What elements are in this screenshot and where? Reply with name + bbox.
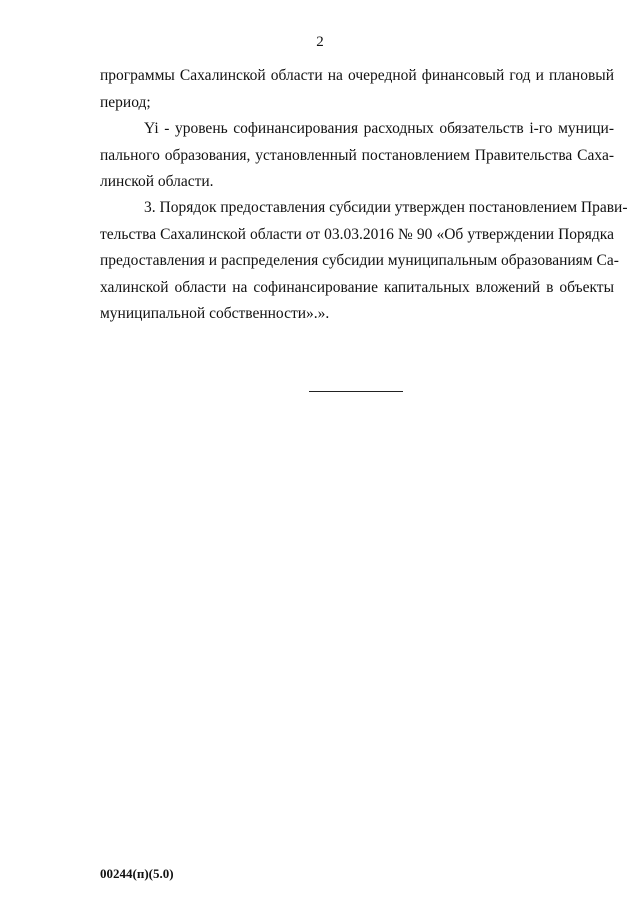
- paragraph-line: муниципальной собственности».».: [100, 305, 330, 322]
- paragraph-line: халинской области на софинансирование капитальных вложений в объекты: [100, 278, 614, 296]
- paragraph-cofinancing-level: [100, 116, 614, 196]
- paragraph-subsidy-procedure: [100, 195, 628, 328]
- paragraph-line: Yi - уровень софинансирования расходных обязательств i-го муници-: [144, 120, 614, 137]
- paragraph-line: предоставления и распределения субсидии муниципальным образованиям Са-: [100, 252, 619, 269]
- document-footer-code: 00244(п)(5.0): [100, 866, 174, 881]
- paragraph-line: линской области.: [100, 173, 214, 190]
- paragraph-line: тельства Сахалинской области от 03.03.2016 № 90 «Об утверждении Порядка: [100, 225, 614, 243]
- end-divider-line: [309, 391, 403, 392]
- paragraph-line: программы Сахалинской области на очередной финансовый год и плановый: [100, 67, 614, 84]
- paragraph-line: 3. Порядок предоставления субсидии утвержден постановлением Прави-: [144, 199, 628, 216]
- paragraph-line: период;: [100, 93, 151, 111]
- paragraph-program-period: [100, 63, 614, 116]
- page-number: 2: [316, 34, 324, 50]
- paragraph-line: пального образования, установленный постановлением Правительства Саха-: [100, 146, 614, 164]
